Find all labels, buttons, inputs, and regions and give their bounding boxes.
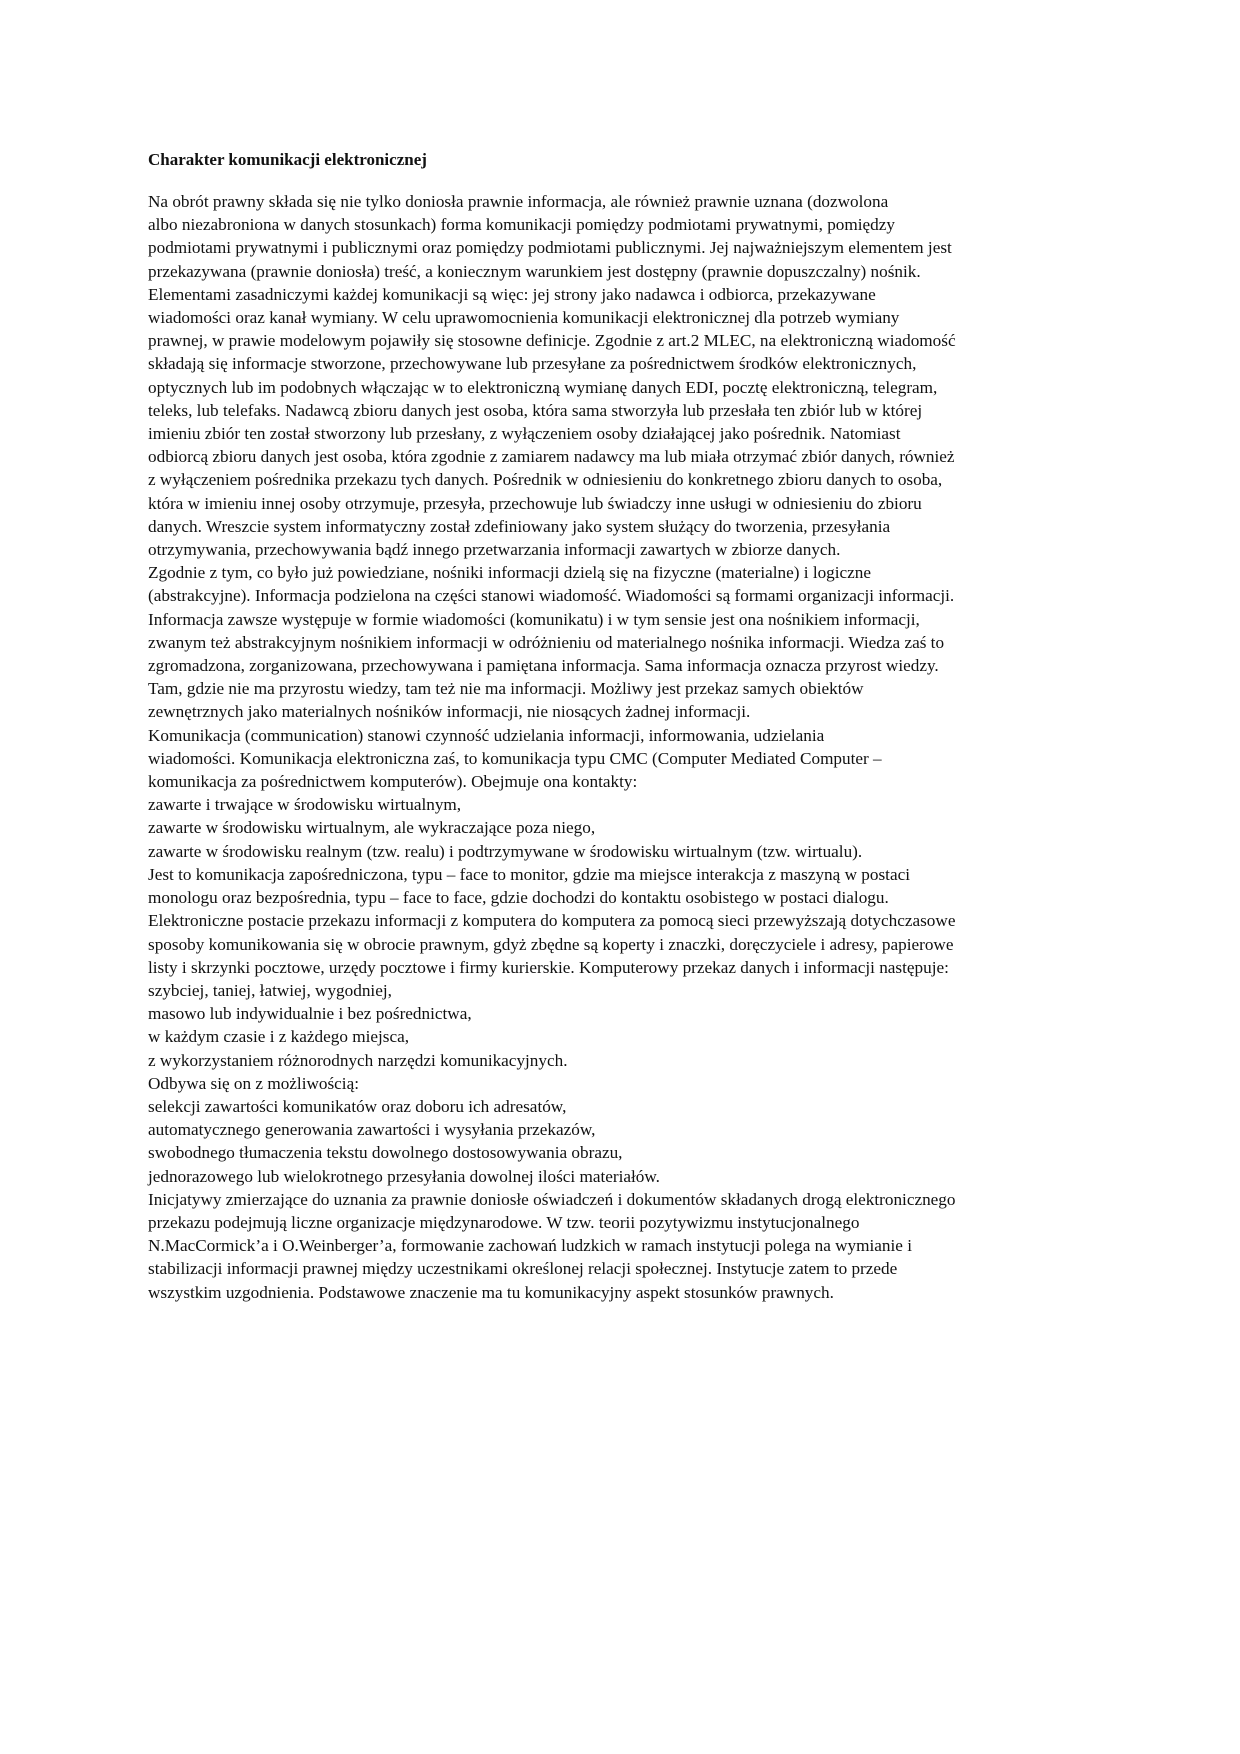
text-line: Komunikacja (communication) stanowi czynność udzielania informacji, informowania, udzielania <box>148 725 825 745</box>
text-line: wiadomości oraz kanał wymiany. W celu uprawomocnienia komunikacji elektronicznej dla potrzeb wymiany <box>148 308 900 328</box>
text-line: stabilizacji informacji prawnej między uczestnikami określonej relacji społecznej. Instytucje zatem to przede <box>148 1259 898 1279</box>
text-line: monologu oraz bezpośrednia, typu – face to face, gdzie dochodzi do kontaktu osobistego w postaci dialogu. <box>148 888 889 908</box>
text-line: otrzymywania, przechowywania bądź innego przetwarzania informacji zawartych w zbiorze danych. <box>148 540 841 560</box>
text-line: sposoby komunikowania się w obrocie prawnym, gdyż zbędne są koperty i znaczki, doręczyciele i adresy, papierowe <box>148 934 954 954</box>
text-line: swobodnego tłumaczenia tekstu dowolnego dostosowywania obrazu, <box>148 1143 623 1163</box>
text-line: zawarte w środowisku wirtualnym, ale wykraczające poza niego, <box>148 818 596 838</box>
text-line: jednorazowego lub wielokrotnego przesyłania dowolnej ilości materiałów. <box>148 1166 660 1186</box>
text-line: zawarte i trwające w środowisku wirtualnym, <box>148 795 462 815</box>
text-line: zewnętrznych jako materialnych nośników informacji, nie niosących żadnej informacji. <box>148 702 751 722</box>
text-line: Elementami zasadniczymi każdej komunikacji są więc: jej strony jako nadawca i odbiorca, przekazywane <box>148 284 876 304</box>
text-line: wiadomości. Komunikacja elektroniczna zaś, to komunikacja typu CMC (Computer Mediated Computer – <box>148 748 882 768</box>
text-line: selekcji zawartości komunikatów oraz doboru ich adresatów, <box>148 1096 567 1116</box>
text-line: imieniu zbiór ten został stworzony lub przesłany, z wyłączeniem osoby działającej jako pośrednik. Natomiast <box>148 424 901 444</box>
text-line: albo niezabroniona w danych stosunkach) forma komunikacji pomiędzy podmiotami prywatnymi, pomiędzy <box>148 215 895 235</box>
text-line: wszystkim uzgodnienia. Podstawowe znaczenie ma tu komunikacyjny aspekt stosunków prawnych. <box>148 1282 834 1302</box>
text-line: masowo lub indywidualnie i bez pośrednictwa, <box>148 1004 472 1024</box>
text-line: Na obrót prawny składa się nie tylko doniosła prawnie informacja, ale również prawnie uznana (dozwolona <box>148 192 889 211</box>
text-line: N.MacCormick’a i O.Weinberger’a, formowanie zachowań ludzkich w ramach instytucji polega na wymianie i <box>148 1236 912 1256</box>
text-line: Inicjatywy zmierzające do uznania za prawnie doniosłe oświadczeń i dokumentów składanych drogą elektronicznego <box>148 1189 956 1209</box>
text-line: zwanym też abstrakcyjnym nośnikiem informacji w odróżnieniu od materialnego nośnika informacji. Wiedza zaś to <box>148 632 945 652</box>
text-line: Odbywa się on z możliwością: <box>148 1073 359 1093</box>
text-line: Tam, gdzie nie ma przyrostu wiedzy, tam też nie ma informacji. Możliwy jest przekaz samych obiektów <box>148 679 864 699</box>
text-line: komunikacja za pośrednictwem komputerów). Obejmuje ona kontakty: <box>148 772 638 792</box>
text-line: prawnej, w prawie modelowym pojawiły się stosowne definicje. Zgodnie z art.2 MLEC, na elektroniczną wiadomość <box>148 331 956 351</box>
text-line: odbiorcą zbioru danych jest osoba, która zgodnie z zamiarem nadawcy ma lub miała otrzymać zbiór danych, również <box>148 447 955 467</box>
text-line: automatycznego generowania zawartości i wysyłania przekazów, <box>148 1120 596 1140</box>
text-line: Informacja zawsze występuje w formie wiadomości (komunikatu) i w tym sensie jest ona nośnikiem informacji, <box>148 609 920 629</box>
text-line: Elektroniczne postacie przekazu informacji z komputera do komputera za pomocą sieci przewyższają dotychczasowe <box>148 911 956 931</box>
text-line: z wykorzystaniem różnorodnych narzędzi komunikacyjnych. <box>148 1050 568 1070</box>
text-line: (abstrakcyjne). Informacja podzielona na części stanowi wiadomość. Wiadomości są formami organizacji informacji. <box>148 586 955 606</box>
text-line: Zgodnie z tym, co było już powiedziane, nośniki informacji dzielą się na fizyczne (materialne) i logiczne <box>148 563 872 583</box>
document-body <box>148 190 1098 1304</box>
text-line: zgromadzona, zorganizowana, przechowywana i pamiętana informacja. Sama informacja oznacza przyrost wiedzy. <box>148 656 939 676</box>
text-line: przekazywana (prawnie doniosła) treść, a koniecznym warunkiem jest dostępny (prawnie dopuszczalny) nośnik. <box>148 261 921 281</box>
text-line: która w imieniu innej osoby otrzymuje, przesyła, przechowuje lub świadczy inne usługi w odniesieniu do zbioru <box>148 493 922 513</box>
text-line: w każdym czasie i z każdego miejsca, <box>148 1027 410 1047</box>
text-line: przekazu podejmują liczne organizacje międzynarodowe. W tzw. teorii pozytywizmu instytucjonalnego <box>148 1212 860 1232</box>
text-line: podmiotami prywatnymi i publicznymi oraz pomiędzy podmiotami publicznymi. Jej najważniejszym elementem jest <box>148 238 952 258</box>
text-line: szybciej, taniej, łatwiej, wygodniej, <box>148 980 392 1000</box>
text-line: zawarte w środowisku realnym (tzw. realu) i podtrzymywane w środowisku wirtualnym (tzw. wirtualu). <box>148 841 863 861</box>
document-content <box>148 148 1098 1304</box>
text-line: z wyłączeniem pośrednika przekazu tych danych. Pośrednik w odniesieniu do konkretnego zbioru danych to osoba, <box>148 470 943 490</box>
text-line: teleks, lub telefaks. Nadawcą zbioru danych jest osoba, która sama stworzyła lub przesłała ten zbiór lub w której <box>148 400 923 420</box>
text-line: danych. Wreszcie system informatyczny został zdefiniowany jako system służący do tworzenia, przesyłania <box>148 516 891 536</box>
text-line: listy i skrzynki pocztowe, urzędy pocztowe i firmy kurierskie. Komputerowy przekaz danych i informacji następuje: <box>148 957 949 977</box>
text-line: optycznych lub im podobnych włączając w to elektroniczną wymianę danych EDI, pocztę elektroniczną, telegram, <box>148 377 938 397</box>
text-line: składają się informacje stworzone, przechowywane lub przesyłane za pośrednictwem środków elektronicznych, <box>148 354 917 374</box>
document-title: Charakter komunikacji elektronicznej <box>148 150 427 169</box>
text-line: Jest to komunikacja zapośredniczona, typu – face to monitor, gdzie ma miejsce interakcja z maszyną w postaci <box>148 864 910 884</box>
